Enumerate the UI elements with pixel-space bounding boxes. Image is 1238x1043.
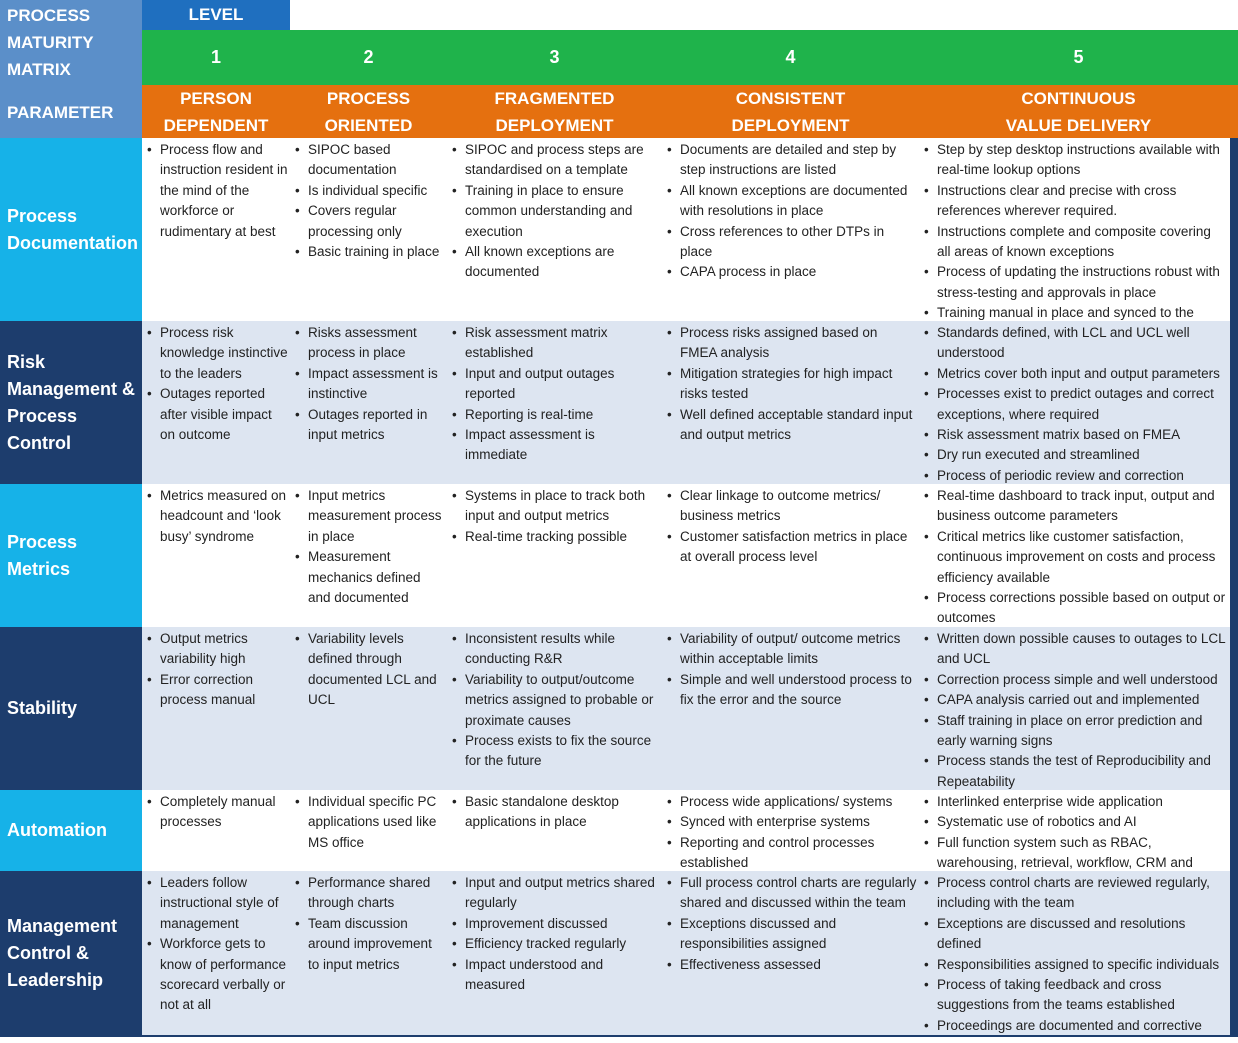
parameter-name: Management Control & Leadership xyxy=(7,915,118,990)
bullet-item: • Standards defined, with LCL and UCL well understood xyxy=(919,323,1230,364)
bullet-item: • Training manual in place and synced to the xyxy=(919,303,1230,321)
bullet-item: • Improvement discussed xyxy=(447,914,662,934)
bullet-item: • Process wide applications/ systems xyxy=(662,792,919,812)
bullet-list xyxy=(290,140,447,262)
bullet-item: • Critical metrics like customer satisfaction, continuous improvement on costs and process efficiency available xyxy=(919,527,1230,588)
right-border xyxy=(1230,790,1238,871)
level-name-1-line-1: PERSON xyxy=(180,89,252,108)
matrix-cell-level-2 xyxy=(290,138,447,321)
bullet-item: • Reporting is real-time xyxy=(447,405,662,425)
matrix-cell-level-5 xyxy=(919,871,1230,1035)
bullet-item: • Variability levels defined through documented LCL and UCL xyxy=(290,629,447,711)
parameter-row-header xyxy=(0,484,142,627)
bullet-item: • Is individual specific xyxy=(290,181,447,201)
bullet-item: • Variability to output/outcome metrics assigned to probable or proximate causes xyxy=(447,670,662,731)
bullet-item: • Instructions complete and composite covering all areas of known exceptions xyxy=(919,222,1230,263)
level-number-3: 3 xyxy=(447,30,662,85)
matrix-cell-level-2 xyxy=(290,790,447,871)
parameter-name: Process Metrics xyxy=(7,531,78,579)
matrix-cell-level-5 xyxy=(919,484,1230,627)
bullet-item: • Processes exist to predict outages and correct exceptions, where required xyxy=(919,384,1230,425)
matrix-cell-level-4 xyxy=(662,627,919,790)
bullet-item: • Output metrics variability high xyxy=(142,629,290,670)
bullet-item: • Efficiency tracked regularly xyxy=(447,934,662,954)
bullet-list xyxy=(142,323,290,445)
bullet-item: • Simple and well understood process to fix the error and the source xyxy=(662,670,919,711)
parameter-row-header xyxy=(0,790,142,871)
bullet-item: • Impact assessment is immediate xyxy=(447,425,662,466)
right-border xyxy=(1230,627,1238,790)
bullet-list xyxy=(290,792,447,853)
bullet-list xyxy=(662,629,919,711)
matrix-cell-level-4 xyxy=(662,871,919,1035)
level-name-5 xyxy=(919,85,1238,138)
bullet-item: • Impact understood and measured xyxy=(447,955,662,996)
level-name-2 xyxy=(290,85,447,138)
bullet-item: • Process of periodic review and correction xyxy=(919,466,1230,484)
bullet-item: • Instructions clear and precise with cross references wherever required. xyxy=(919,181,1230,222)
matrix-cell-level-5 xyxy=(919,321,1230,484)
bullet-list xyxy=(662,873,919,975)
bullet-item: • Process exists to fix the source for the future xyxy=(447,731,662,772)
bullet-item: • Process of updating the instructions robust with stress-testing and approvals in place xyxy=(919,262,1230,303)
right-border xyxy=(1230,871,1238,1035)
bullet-item: • Staff training in place on error prediction and early warning signs xyxy=(919,711,1230,752)
bullet-item: • Leaders follow instructional style of management xyxy=(142,873,290,934)
parameter-name: Risk Management & Process Control xyxy=(7,351,136,453)
bullet-item: • Error correction process manual xyxy=(142,670,290,711)
level-name-4-line-2: DEPLOYMENT xyxy=(731,116,850,135)
matrix-cell-level-5 xyxy=(919,790,1230,871)
header-spacer xyxy=(290,0,1230,30)
bullet-list xyxy=(662,323,919,445)
bullet-item: • Basic training in place xyxy=(290,242,447,262)
bullet-item: • Mitigation strategies for high impact risks tested xyxy=(662,364,919,405)
parameter-label: PARAMETER xyxy=(7,103,114,122)
bullet-item: • Risks assessment process in place xyxy=(290,323,447,364)
bullet-item: • Responsibilities assigned to specific individuals xyxy=(919,955,1230,975)
matrix-cell-level-1 xyxy=(142,138,290,321)
bullet-item: • Well defined acceptable standard input and output metrics xyxy=(662,405,919,446)
right-border xyxy=(1230,138,1238,321)
bullet-list xyxy=(447,140,662,283)
matrix-cell-level-1 xyxy=(142,790,290,871)
level-name-5-line-2: VALUE DELIVERY xyxy=(1005,116,1152,135)
level-name-1-line-2: DEPENDENT xyxy=(163,116,269,135)
bullet-item: • Written down possible causes to outages to LCL and UCL xyxy=(919,629,1230,670)
bullet-item: • Effectiveness assessed xyxy=(662,955,919,975)
bullet-list xyxy=(447,486,662,547)
bullet-item: • Process control charts are reviewed regularly, including with the team xyxy=(919,873,1230,914)
bullet-item: • Interlinked enterprise wide application xyxy=(919,792,1230,812)
bullet-item: • Process corrections possible based on output or outcomes xyxy=(919,588,1230,627)
matrix-cell-level-1 xyxy=(142,871,290,1035)
bullet-list xyxy=(919,323,1230,484)
bullet-item: • Systems in place to track both input and output metrics xyxy=(447,486,662,527)
bullet-item: • Customer satisfaction metrics in place at overall process level xyxy=(662,527,919,568)
bullet-item: • Variability of output/ outcome metrics within acceptable limits xyxy=(662,629,919,670)
bullet-item: • Risk assessment matrix based on FMEA xyxy=(919,425,1230,445)
matrix-cell-level-5 xyxy=(919,627,1230,790)
parameter-row-header xyxy=(0,138,142,321)
level-name-2-line-1: PROCESS xyxy=(326,89,411,108)
matrix-cell-level-2 xyxy=(290,627,447,790)
bullet-item: • SIPOC and process steps are standardised on a template xyxy=(447,140,662,181)
bullet-item: • Performance shared through charts xyxy=(290,873,447,914)
bullet-list xyxy=(919,486,1230,627)
bullet-item: • Outages reported after visible impact on outcome xyxy=(142,384,290,445)
bullet-list xyxy=(142,629,290,711)
level-number-5: 5 xyxy=(919,30,1238,85)
level-name-4-line-1: CONSISTENT xyxy=(735,89,846,108)
right-border xyxy=(1230,321,1238,484)
bullet-list xyxy=(290,873,447,975)
bullet-item: • All known exceptions are documented xyxy=(447,242,662,283)
bullet-item: • SIPOC based documentation xyxy=(290,140,447,181)
bullet-list xyxy=(290,629,447,711)
matrix-cell-level-3 xyxy=(447,321,662,484)
bottom-border xyxy=(0,1035,1238,1043)
parameter-row-header xyxy=(0,627,142,790)
bullet-item: • Impact assessment is instinctive xyxy=(290,364,447,405)
bullet-list xyxy=(447,323,662,466)
level-number-2: 2 xyxy=(290,30,447,85)
bullet-list xyxy=(919,873,1230,1035)
bullet-item: • Input metrics measurement process in place xyxy=(290,486,447,547)
bullet-item: • Systematic use of robotics and AI xyxy=(919,812,1230,832)
bullet-item: • Process risks assigned based on FMEA analysis xyxy=(662,323,919,364)
matrix-title-line-2: MATURITY xyxy=(7,33,94,52)
bullet-list xyxy=(447,629,662,772)
matrix-title xyxy=(0,0,142,138)
bullet-list xyxy=(919,792,1230,871)
bullet-list xyxy=(142,873,290,1016)
bullet-item: • Dry run executed and streamlined xyxy=(919,445,1230,465)
level-name-4 xyxy=(662,85,919,138)
bullet-item: • Full process control charts are regularly shared and discussed within the team xyxy=(662,873,919,914)
matrix-cell-level-2 xyxy=(290,484,447,627)
matrix-cell-level-2 xyxy=(290,321,447,484)
bullet-item: • Process flow and instruction resident in the mind of the workforce or rudimentary at best xyxy=(142,140,290,242)
matrix-cell-level-4 xyxy=(662,790,919,871)
level-number-1: 1 xyxy=(142,30,290,85)
matrix-cell-level-5 xyxy=(919,138,1230,321)
parameter-name: Automation xyxy=(7,820,107,840)
bullet-list xyxy=(447,792,662,833)
level-number-4: 4 xyxy=(662,30,919,85)
bullet-item: • Proceedings are documented and corrective xyxy=(919,1016,1230,1035)
parameter-name: Stability xyxy=(7,698,78,718)
bullet-list xyxy=(290,486,447,608)
matrix-cell-level-1 xyxy=(142,484,290,627)
matrix-cell-level-3 xyxy=(447,871,662,1035)
bullet-item: • All known exceptions are documented with resolutions in place xyxy=(662,181,919,222)
bullet-item: • Documents are detailed and step by step instructions are listed xyxy=(662,140,919,181)
bullet-item: • Real-time tracking possible xyxy=(447,527,662,547)
bullet-item: • Synced with enterprise systems xyxy=(662,812,919,832)
bullet-item: • Outages reported in input metrics xyxy=(290,405,447,446)
matrix-cell-level-3 xyxy=(447,484,662,627)
bullet-list xyxy=(662,486,919,568)
bullet-item: • Team discussion around improvement to input metrics xyxy=(290,914,447,975)
bullet-item: • Inconsistent results while conducting R&R xyxy=(447,629,662,670)
bullet-item: • Process of taking feedback and cross suggestions from the teams established xyxy=(919,975,1230,1016)
parameter-row-header xyxy=(0,321,142,484)
bullet-item: • Step by step desktop instructions available with real-time lookup options xyxy=(919,140,1230,181)
bullet-item: • Individual specific PC applications used like MS office xyxy=(290,792,447,853)
matrix-title-line-1: PROCESS xyxy=(7,6,91,25)
matrix-cell-level-3 xyxy=(447,790,662,871)
bullet-item: • Training in place to ensure common understanding and execution xyxy=(447,181,662,242)
matrix-cell-level-3 xyxy=(447,627,662,790)
bullet-item: • Real-time dashboard to track input, output and business outcome parameters xyxy=(919,486,1230,527)
matrix-cell-level-4 xyxy=(662,321,919,484)
bullet-item: • Covers regular processing only xyxy=(290,201,447,242)
level-name-3-line-1: FRAGMENTED xyxy=(494,89,615,108)
bullet-item: • Workforce gets to know of performance scorecard verbally or not at all xyxy=(142,934,290,1016)
level-name-3-line-2: DEPLOYMENT xyxy=(495,116,614,135)
bullet-item: • Process stands the test of Reproducibility and Repeatability xyxy=(919,751,1230,790)
bullet-list xyxy=(142,792,290,833)
matrix-cell-level-2 xyxy=(290,871,447,1035)
bullet-item: • Clear linkage to outcome metrics/ business metrics xyxy=(662,486,919,527)
bullet-list xyxy=(142,140,290,242)
bullet-item: • Completely manual processes xyxy=(142,792,290,833)
bullet-list xyxy=(142,486,290,547)
bullet-list xyxy=(290,323,447,445)
parameter-row-header xyxy=(0,871,142,1035)
matrix-cell-level-3 xyxy=(447,138,662,321)
parameter-name: Process Documentation xyxy=(7,205,139,253)
bullet-item: • CAPA process in place xyxy=(662,262,919,282)
matrix-cell-level-4 xyxy=(662,484,919,627)
level-name-5-line-1: CONTINUOUS xyxy=(1021,89,1136,108)
bullet-item: • Metrics measured on headcount and ‘look busy’ syndrome xyxy=(142,486,290,547)
bullet-item: • Correction process simple and well understood xyxy=(919,670,1230,690)
bullet-list xyxy=(662,792,919,871)
bullet-item: • Reporting and control processes established xyxy=(662,833,919,871)
bullet-item: • Input and output outages reported xyxy=(447,364,662,405)
right-border xyxy=(1230,484,1238,627)
bullet-item: • Process risk knowledge instinctive to the leaders xyxy=(142,323,290,384)
level-name-1 xyxy=(142,85,290,138)
level-header: LEVEL xyxy=(142,0,290,30)
level-name-3 xyxy=(447,85,662,138)
matrix-cell-level-4 xyxy=(662,138,919,321)
bullet-list xyxy=(662,140,919,283)
bullet-list xyxy=(919,140,1230,321)
bullet-item: • Full function system such as RBAC, warehousing, retrieval, workflow, CRM and xyxy=(919,833,1230,871)
bullet-item: • Cross references to other DTPs in place xyxy=(662,222,919,263)
matrix-cell-level-1 xyxy=(142,321,290,484)
bullet-item: • Basic standalone desktop applications in place xyxy=(447,792,662,833)
bullet-item: • Metrics cover both input and output parameters xyxy=(919,364,1230,384)
bullet-item: • Measurement mechanics defined and documented xyxy=(290,547,447,608)
bullet-item: • Risk assessment matrix established xyxy=(447,323,662,364)
level-name-2-line-2: ORIENTED xyxy=(324,116,413,135)
bullet-item: • Input and output metrics shared regularly xyxy=(447,873,662,914)
bullet-list xyxy=(447,873,662,995)
bullet-list xyxy=(919,629,1230,790)
bullet-item: • CAPA analysis carried out and implemented xyxy=(919,690,1230,710)
bullet-item: • Exceptions discussed and responsibilities assigned xyxy=(662,914,919,955)
matrix-cell-level-1 xyxy=(142,627,290,790)
matrix-title-line-3: MATRIX xyxy=(7,60,71,79)
bullet-item: • Exceptions are discussed and resolutions defined xyxy=(919,914,1230,955)
